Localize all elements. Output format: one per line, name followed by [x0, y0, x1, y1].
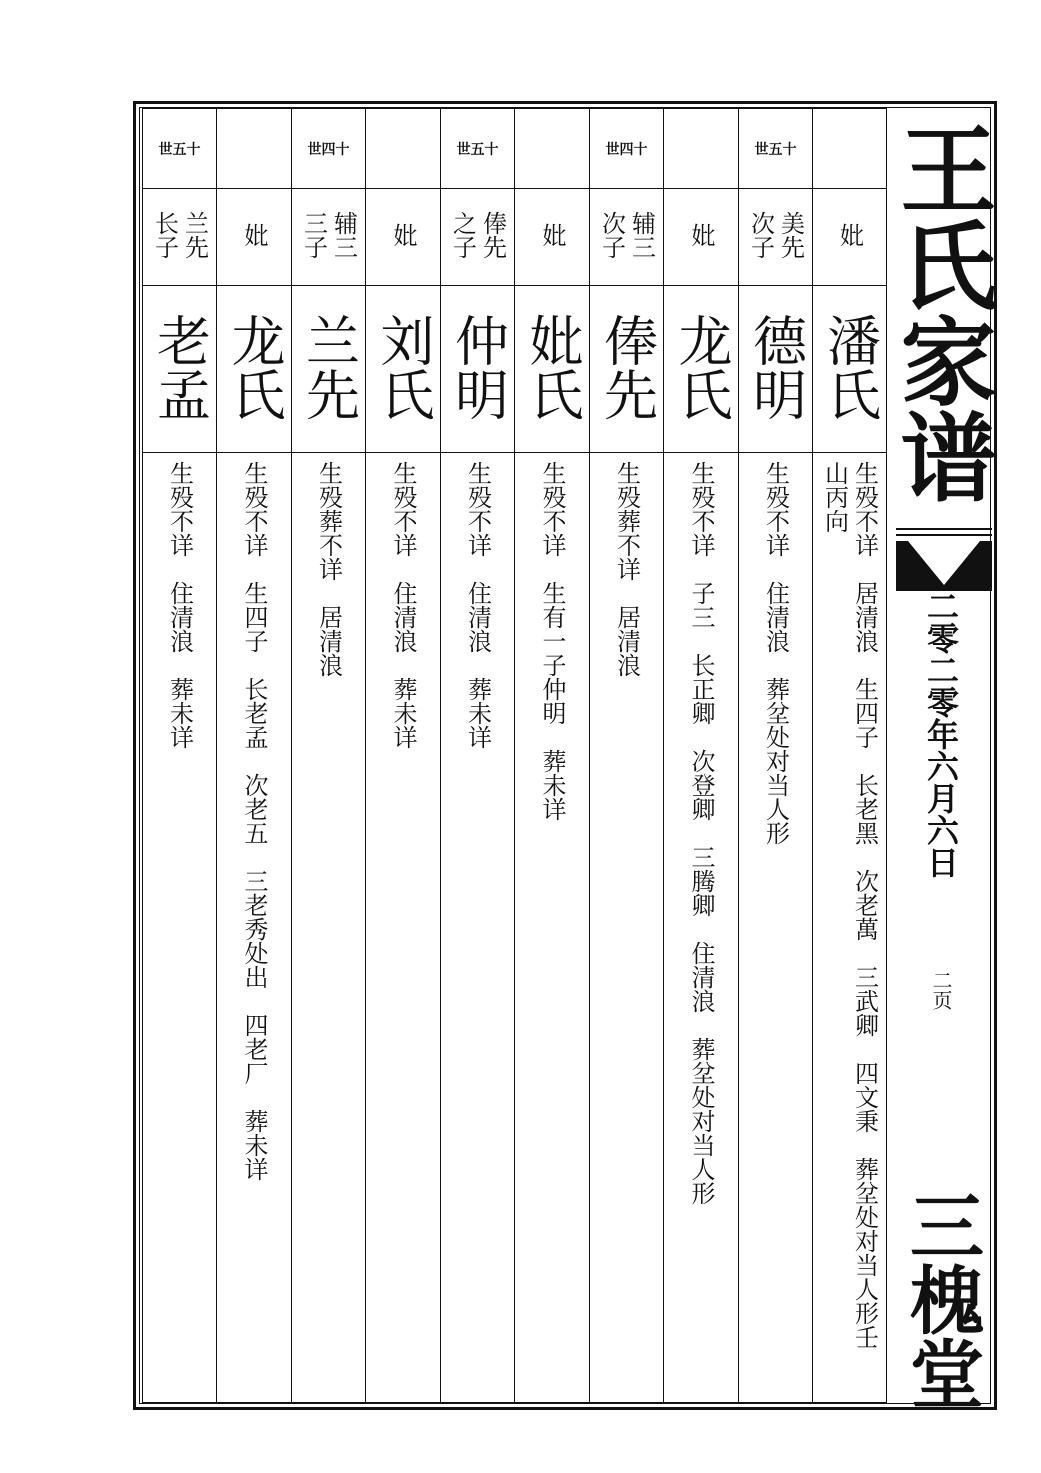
name-cell — [441, 286, 515, 453]
relation-cell — [217, 189, 292, 286]
relation-label: 美先次子 — [746, 211, 805, 259]
generation-cell — [739, 109, 813, 189]
detail-cell — [515, 453, 590, 1403]
relation-label: 妣 — [389, 223, 417, 247]
hall-name: 三槐堂 — [898, 1188, 984, 1410]
generation-cell — [366, 109, 441, 189]
detail-cell — [217, 453, 292, 1403]
relation-label: 妣 — [835, 223, 864, 247]
person-details: 生殁葬不详 居清浪 — [314, 461, 343, 677]
generation-cell — [292, 109, 366, 189]
name-cell — [292, 286, 366, 453]
title-column — [885, 108, 998, 1410]
detail-cell — [292, 453, 366, 1403]
person-name: 刘氏 — [372, 313, 435, 421]
relation-cell — [739, 189, 813, 286]
generation-cell — [217, 109, 292, 189]
relation-cell — [515, 189, 590, 286]
page-number: 二页 — [929, 970, 953, 1010]
generation-row — [143, 109, 887, 189]
person-name: 龙氏 — [223, 313, 286, 421]
person-name: 老孟 — [148, 313, 212, 421]
document-date: 二零二零年六月六日 — [922, 590, 960, 878]
person-details: 生殁不详 生四子 长老孟 次老五 三老秀处出 四老厂 葬未详 — [240, 461, 268, 1181]
name-cell — [217, 286, 292, 453]
name-cell — [515, 286, 590, 453]
generation-label: 世四十 — [307, 141, 350, 158]
person-details: 生殁不详 生有一子仲明 葬未详 — [538, 461, 566, 821]
relation-label: 辅三次子 — [597, 211, 656, 259]
person-details: 生殁不详 住清浪 葬坌处对当人形 — [761, 461, 790, 845]
person-details: 生殁不详 子三 长正卿 次登卿 三腾卿 住清浪 葬坌处对当人形 — [687, 461, 715, 1205]
name-cell — [739, 286, 813, 453]
person-name: 德明 — [744, 313, 808, 421]
genealogy-table — [142, 108, 887, 1403]
detail-row — [143, 453, 887, 1403]
name-cell — [813, 286, 887, 453]
generation-label: 世五十 — [158, 141, 201, 158]
name-row — [143, 286, 887, 453]
generation-cell — [143, 109, 217, 189]
person-name: 仲明 — [446, 313, 510, 421]
relation-cell — [813, 189, 887, 286]
fishtail-ornament-cut — [908, 541, 980, 585]
generation-cell — [813, 109, 887, 189]
generation-cell — [441, 109, 515, 189]
relation-cell — [292, 189, 366, 286]
generation-cell — [664, 109, 739, 189]
detail-cell — [739, 453, 813, 1403]
person-name: 俸先 — [595, 313, 659, 421]
generation-label: 世五十 — [456, 141, 499, 158]
person-details: 生殁不详 住清浪 葬未详 — [165, 461, 194, 749]
detail-cell — [441, 453, 515, 1403]
relation-label: 妣 — [687, 223, 715, 247]
detail-cell — [366, 453, 441, 1403]
detail-cell — [590, 453, 664, 1403]
person-name: 兰先 — [297, 313, 361, 421]
divider-line — [896, 528, 992, 530]
person-details: 生殁不详 住清浪 葬未详 — [389, 461, 417, 749]
generation-label: 世四十 — [605, 141, 648, 158]
detail-cell — [813, 453, 887, 1403]
person-name: 妣氏 — [521, 313, 584, 421]
relation-row — [143, 189, 887, 286]
name-cell — [664, 286, 739, 453]
generation-cell — [515, 109, 590, 189]
relation-cell — [441, 189, 515, 286]
name-cell — [366, 286, 441, 453]
relation-cell — [143, 189, 217, 286]
detail-cell — [664, 453, 739, 1403]
divider-line — [896, 534, 992, 536]
relation-cell — [590, 189, 664, 286]
name-cell — [143, 286, 217, 453]
generation-label: 世五十 — [754, 141, 797, 158]
person-details: 生殁不详 居清浪 生四子 长老黑 次老萬 三武卿 四文秉 葬坌处对当人形壬山丙向 — [820, 461, 879, 1349]
relation-cell — [664, 189, 739, 286]
person-name: 潘氏 — [818, 313, 882, 421]
person-details: 生殁葬不详 居清浪 — [612, 461, 641, 677]
person-name: 龙氏 — [670, 313, 733, 421]
relation-label: 俸先之子 — [448, 211, 507, 259]
document-title: 王氏家谱 — [885, 120, 998, 504]
generation-cell — [590, 109, 664, 189]
person-details: 生殁不详 住清浪 葬未详 — [463, 461, 492, 749]
relation-cell — [366, 189, 441, 286]
relation-label: 妣 — [240, 223, 268, 247]
relation-label: 辅三三子 — [299, 211, 358, 259]
detail-cell — [143, 453, 217, 1403]
relation-label: 妣 — [538, 223, 566, 247]
relation-label: 兰先长子 — [150, 211, 209, 259]
name-cell — [590, 286, 664, 453]
